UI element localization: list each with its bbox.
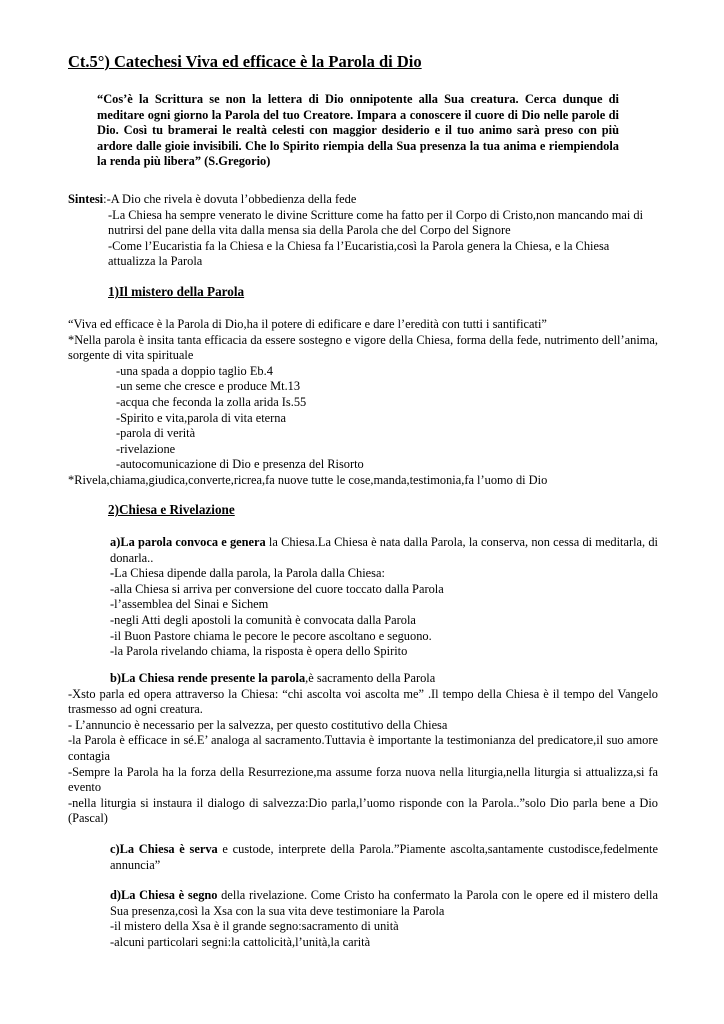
list-item: -acqua che feconda la zolla arida Is.55 xyxy=(116,394,307,409)
section-1-heading: 1)Il mistero della Parola xyxy=(108,284,245,299)
section-2c xyxy=(68,842,658,873)
section-2d-bold: d)La Chiesa è segno xyxy=(110,888,218,902)
section-2a-lead-text: La Chiesa dipende dalla parola, la Parola dalla Chiesa: xyxy=(114,566,385,581)
sintesi-lead xyxy=(68,192,658,208)
section-2a-lead-bold: - xyxy=(110,566,115,581)
sintesi-item: -Come l’Eucaristia fa la Chiesa e la Chiesa fa l’Eucaristia,così la Parola genera la Chiesa, e la Chiesa attualizza la Parola xyxy=(108,238,610,269)
list-item: -autocomunicazione di Dio e presenza del Risorto xyxy=(116,457,364,472)
section-2c-rest: e custode, interprete della Parola.”Piamente ascolta,santamente custodisce,fedelmente annuncia” xyxy=(110,842,658,872)
section-1-outro: *Rivela,chiama,giudica,converte,ricrea,fa nuove tutte le cose,manda,testimonia,fa l’uomo di Dio xyxy=(68,472,548,487)
section-2b-bold: b)La Chiesa rende presente la parola xyxy=(110,671,306,685)
list-item: -alla Chiesa si arriva per conversione del cuore toccato dalla Parola xyxy=(110,581,444,596)
section-2d xyxy=(68,888,658,950)
section-2a-rest: la Chiesa.La Chiesa è nata dalla Parola, la conserva, non cessa di meditarla, di donarla.. xyxy=(110,535,658,565)
section-2a-lead xyxy=(110,566,658,582)
section-1-quote: “Viva ed efficace è la Parola di Dio,ha il potere di edificare e dare l’eredità con tutti i santificati” xyxy=(68,317,547,331)
section-2d-intro xyxy=(110,888,658,919)
section-2c-bold: c)La Chiesa è serva xyxy=(110,842,218,856)
section-2d-rest: della rivelazione. Come Cristo ha confermato la Parola con le opere ed il mistero della Sua presenza,così la Xsa con la sua vita deve testimoniare la Parola xyxy=(110,888,658,918)
list-item: -nella liturgia si instaura il dialogo di salvezza:Dio parla,l’uomo risponde con la Parola..”solo Dio parla bene a Dio (Pascal) xyxy=(68,795,658,826)
section-2c-text xyxy=(110,842,658,873)
section-1-body xyxy=(68,317,658,489)
list-item: - L’annuncio è necessario per la salvezza, per questo costitutivo della Chiesa xyxy=(68,717,448,732)
section-2b-rest: ,è sacramento della Parola xyxy=(305,671,436,685)
list-item: -il Buon Pastore chiama le pecore le pecore ascoltano e seguono. xyxy=(110,628,432,643)
section-1-intro: *Nella parola è insita tanta efficacia da essere sostegno e vigore della Chiesa, forma della fede, nutrimento dell’anima, sorgente di vita spirituale xyxy=(68,332,658,363)
list-item: -un seme che cresce e produce Mt.13 xyxy=(116,379,301,394)
section-2a-intro xyxy=(110,535,658,566)
section-2a-bold: a)La parola convoca e genera xyxy=(110,535,266,549)
sintesi-item: -La Chiesa ha sempre venerato le divine Scritture come ha fatto per il Corpo di Cristo,non mancando mai di nutrirsi del pane della vita dalla mensa sia della Parola che del Corpo del Signore xyxy=(108,207,644,238)
page-title: Ct.5°) Catechesi Viva ed efficace è la Parola di Dio xyxy=(68,52,422,71)
section-2-heading: 2)Chiesa e Rivelazione xyxy=(108,502,235,517)
list-item: -alcuni particolari segni:la cattolicità,l’unità,la carità xyxy=(110,934,371,949)
list-item: -una spada a doppio taglio Eb.4 xyxy=(116,363,273,378)
list-item: -rivelazione xyxy=(116,441,176,456)
list-item: -la Parola è efficace in sé.E’ analoga al sacramento.Tuttavia è importante la testimonianza del predicatore,il suo amore contagia xyxy=(68,733,658,763)
section-2b-intro xyxy=(110,671,658,687)
list-item: -Spirito e vita,parola di vita eterna xyxy=(116,410,286,425)
list-item: -l’assemblea del Sinai e Sichem xyxy=(110,597,269,612)
list-item: -negli Atti degli apostoli la comunità è convocata dalla Parola xyxy=(110,612,416,627)
sintesi-block xyxy=(68,192,658,270)
list-item: -Sempre la Parola ha la forza della Resurrezione,ma assume forza nuova nella liturgia,nella liturgia si attualizza,si fa evento xyxy=(68,764,658,795)
sintesi-first-line: :-A Dio che rivela è dovuta l’obbedienza della fede xyxy=(103,192,357,206)
list-item: -la Parola rivelando chiama, la risposta è opera dello Spirito xyxy=(110,644,408,659)
section-2a xyxy=(68,535,658,660)
sintesi-label: Sintesi xyxy=(68,192,104,206)
section-2b xyxy=(68,671,658,827)
list-item: -parola di verità xyxy=(116,426,196,441)
opening-quote: “Cos’è la Scrittura se non la lettera di Dio onnipotente alla Sua creatura. Cerca dunque di meditare ogni giorno la Parola del tuo Creatore. Impara a conoscere il cuore di Dio nelle parole di Dio. Così tu bramerai le realtà celesti con maggior desiderio e il tuo animo sarà preso con più ardore dalle gioie invisibili. Che lo Spirito riempia della Sua presenza la tua anima e riempiendola la renda più libera” (S.Gregorio) xyxy=(97,92,619,169)
list-item: -Xsto parla ed opera attraverso la Chiesa: “chi ascolta voi ascolta me” .Il tempo della Chiesa è il tempo del Vangelo trasmesso ad ogni creatura. xyxy=(68,686,658,717)
list-item: -il mistero della Xsa è il grande segno:sacramento di unità xyxy=(110,919,399,934)
